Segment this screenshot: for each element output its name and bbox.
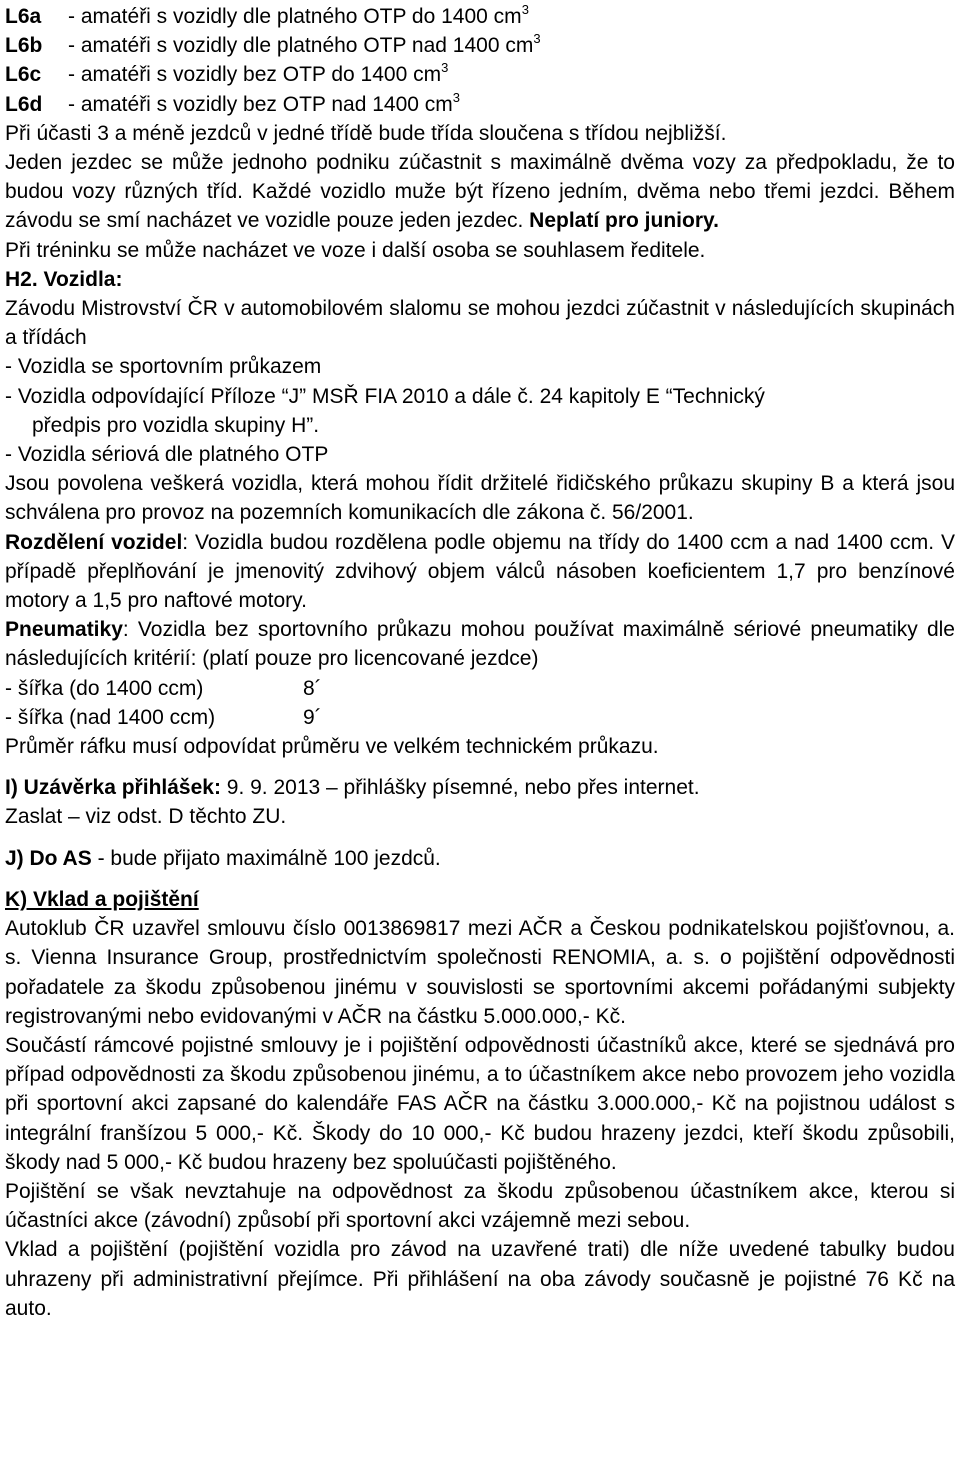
vehicle-group-item: - Vozidla odpovídající Příloze “J” MSŘ FIA 2010 a dále č. 24 kapitoly E “Technický xyxy=(5,384,765,408)
class-code: L6b xyxy=(5,34,43,58)
class-code: L6a xyxy=(5,5,42,28)
tyre-width-row: - šířka (nad 1400 ccm) 9´ xyxy=(5,705,322,729)
section-k-paragraph: Součástí rámcové pojistné smlouvy je i pojištění odpovědnosti účastníků akce, které se sjednává pro případ odpovědnosti za škodu způsobenou jinému, a to účastníkem akce nebo provozem jeho vozidla při sportovní akci zapsané do kalendáře FAS AČR na částku 3.000.000,- Kč na pojistnou událost s integrální franšízou 5 000,- Kč. Škody do 10 000,- Kč budou hrazeny jezdci, kteří škodu způsobili, škody nad 5 000,- Kč budou hrazeny bez spoluúčasti pojištěného. xyxy=(5,1033,955,1174)
class-list xyxy=(5,2,955,119)
section-k-heading: K) Vklad a pojištění xyxy=(5,887,199,911)
training-rule: Při tréninku se může nacházet ve voze i další osoba se souhlasem ředitele. xyxy=(5,238,706,262)
class-desc: - amatéři s vozidly dle platného OTP do 1400 $cm^3$ xyxy=(68,2,529,28)
h2-heading: H2. Vozidla: xyxy=(5,267,123,291)
class-code: L6c xyxy=(5,63,42,87)
tyres-rule: Pneumatiky: Vozidla bez sportovního průkazu mohou používat maximálně sériové pneumatiky dle následujících kritérií: (platí pouze pro licencované jezdce) xyxy=(5,618,955,671)
class-desc: - amatéři s vozidly bez OTP nad 1400 $cm^3$ xyxy=(68,89,461,116)
class-row xyxy=(5,31,955,60)
merge-rule: Při účasti 3 a méně jezdců v jedné třídě bude třída sloučena s třídou nejbližší. xyxy=(5,121,727,145)
section-k-paragraph: Vklad a pojištění (pojištění vozidla pro závod na uzavřené trati) dle níže uvedené tabulky budou uhrazeny při administrativní přejímce. Při přihlášení na oba závody současně je pojistné 76 Kč na auto. xyxy=(5,1238,955,1320)
section-i: I) Uzávěrka přihlášek: 9. 9. 2013 – přihlášky písemné, nebo přes internet. xyxy=(5,776,700,800)
section-k-paragraph: Autoklub ČR uzavřel smlouvu číslo 0013869817 mezi AČR a Českou podnikatelskou pojišťovnou, a. s. Vienna Insurance Group, prostřednictvím společnosti RENOMIA, a. s. o pojištění odpovědnosti pořadatele za škodu způsobenou jinému v souvislosti se sportovními akcemi pořádanými subjekty registrovanými nebo evidovanými v AČR na částku 5.000.000,- Kč. xyxy=(5,917,955,1028)
vehicle-group-item: - Vozidla se sportovním průkazem xyxy=(5,355,322,379)
section-i-line2: Zaslat – viz odst. D těchto ZU. xyxy=(5,805,287,829)
section-k-paragraph: Pojištění se však nevztahuje na odpovědnost za škodu způsobenou účastníkem akce, kterou si účastníci akce (závodní) způsobí při sportovní akci vzájemně mezi sebou. xyxy=(5,1179,955,1233)
class-code: L6d xyxy=(5,92,43,116)
rim-rule: Průměr ráfku musí odpovídat průměru ve velkém technickém průkazu. xyxy=(5,735,659,759)
driver-rules: Jeden jezdec se může jednoho podniku zúčastnit s maximálně dvěma vozy za předpokladu, že to budou vozy různých tříd. Každé vozidlo muže být řízeno jedním, dvěma nebo třemi jezdci. Během závodu se smí nacházet ve vozidle pouze jeden jezdec. Neplatí pro juniory. xyxy=(5,151,955,233)
vehicle-group-item: - Vozidla sériová dle platného OTP xyxy=(5,443,329,467)
class-row xyxy=(5,2,955,31)
class-row xyxy=(5,60,955,89)
allowed-vehicles: Jsou povolena veškerá vozidla, která mohou řídit držitelé řidičského průkazu skupiny B a která jsou schválena pro provoz na pozemních komunikacích dle zákona č. 56/2001. xyxy=(5,472,955,525)
h2-intro: Závodu Mistrovství ČR v automobilovém slalomu se mohou jezdci zúčastnit v následujících skupinách a třídách xyxy=(5,297,955,350)
class-row xyxy=(5,90,955,119)
class-desc: - amatéři s vozidly bez OTP do 1400 $cm^3$ xyxy=(68,60,449,87)
class-desc: - amatéři s vozidly dle platného OTP nad 1400 $cm^3$ xyxy=(68,31,541,58)
section-j: J) Do AS - bude přijato maximálně 100 jezdců. xyxy=(5,846,441,870)
vehicle-division: Rozdělení vozidel: Vozidla budou rozdělena podle objemu na třídy do 1400 ccm a nad 1400 ccm. V případě přeplňování je jmenovitý zdvihový objem válců násoben koeficientem 1,7 pro benzínové motory a 1,5 pro naftové motory. xyxy=(5,530,955,613)
vehicle-group-item-cont: předpis pro vozidla skupiny H”. xyxy=(32,413,320,437)
document-page xyxy=(5,2,955,1323)
tyre-width-row: - šířka (do 1400 ccm) 8´ xyxy=(5,676,322,700)
